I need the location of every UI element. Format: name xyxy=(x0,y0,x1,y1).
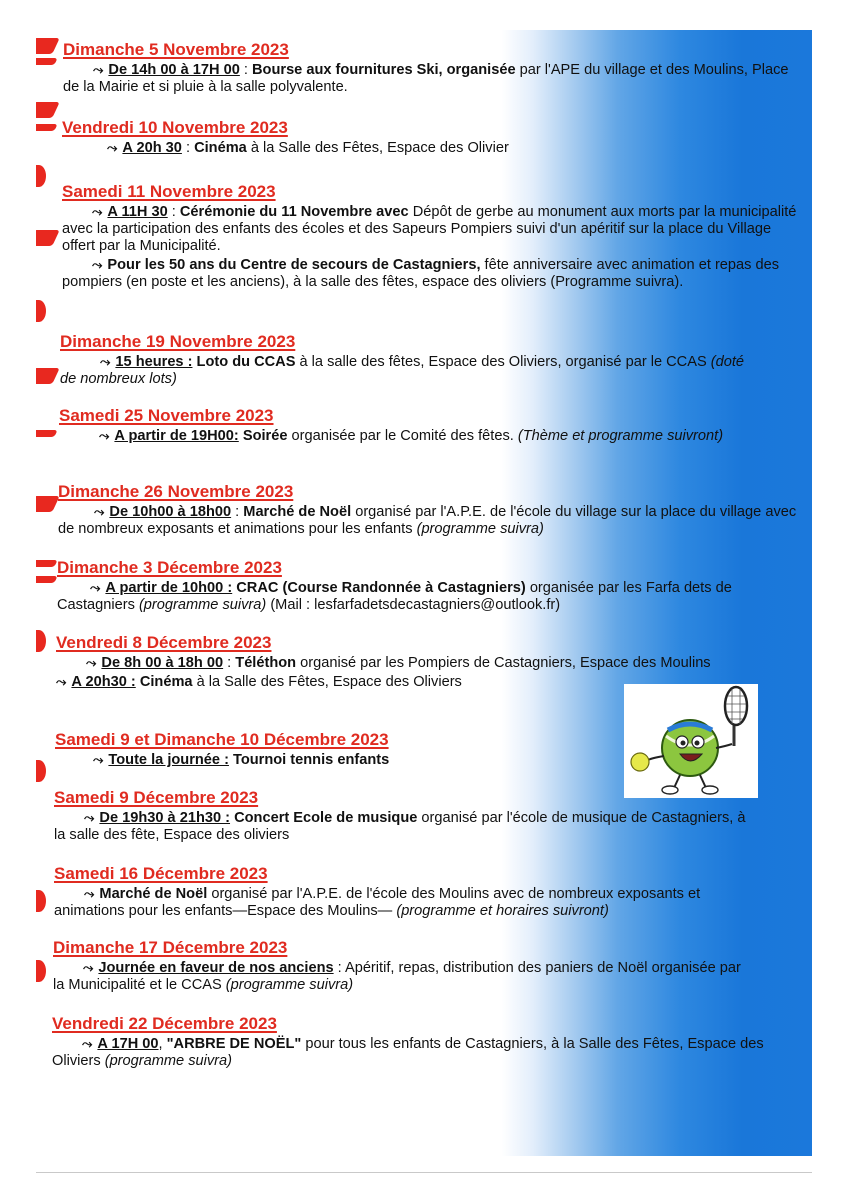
separator: : xyxy=(239,62,253,78)
event-details: organisé par l'A.P.E. de l'école des Moulins avec de nombreux exposants et animations pour les enfants—Espace des Moulins— xyxy=(54,886,701,919)
event-time: A partir de 10h00 : xyxy=(105,580,233,596)
event-date: Dimanche 5 Novembre 2023 xyxy=(63,40,289,59)
event-date: Vendredi 8 Décembre 2023 xyxy=(56,633,272,652)
event-details: organisé par l'A.P.E. de l'école du village sur la place du village avec de nombreux exposants et animations pour les enfants xyxy=(58,504,797,537)
event-details: à la Salle des Fêtes, Espace des Oliviers xyxy=(192,674,462,690)
event-date: Samedi 9 Décembre 2023 xyxy=(54,788,259,807)
arrow-bullet-icon: ⤳ xyxy=(86,655,96,670)
arrow-bullet-icon: ⤳ xyxy=(83,960,93,975)
event-date: Samedi 11 Novembre 2023 xyxy=(62,182,276,201)
event-note: (programme et horaires suivront) xyxy=(396,903,609,919)
event-details: fête anniversaire avec animation et repas des pompiers (en poste et les anciens), à la salle des fêtes, espace des oliviers (Programme suivra). xyxy=(62,257,780,290)
event-note: (Thème et programme suivront) xyxy=(517,428,724,444)
red-stroke-decoration xyxy=(36,368,60,384)
arrow-bullet-icon: ⤳ xyxy=(84,810,94,825)
event-item xyxy=(62,139,622,157)
event-date: Samedi 25 Novembre 2023 xyxy=(59,406,274,425)
red-stroke-decoration xyxy=(36,760,46,782)
event-item xyxy=(60,353,750,388)
event-title: Tournoi tennis enfants xyxy=(233,752,390,768)
event-title: Loto du CCAS xyxy=(196,354,296,370)
red-stroke-decoration xyxy=(36,890,46,912)
red-stroke-decoration xyxy=(36,960,46,982)
arrow-bullet-icon: ⤳ xyxy=(92,257,102,272)
event-item xyxy=(54,809,754,844)
event-details: à la Salle des Fêtes, Espace des Olivier xyxy=(246,140,509,156)
event-details: Apéritif, repas, distribution des paniers de Noël organisée par la Municipalité et le CCAS xyxy=(53,960,741,993)
event-date: Dimanche 26 Novembre 2023 xyxy=(58,482,294,501)
red-stroke-decoration xyxy=(36,38,60,54)
event-details: organisé par l'école de musique de Castagniers, à la salle des fête, Espace des oliviers xyxy=(54,810,746,843)
event-item xyxy=(53,959,753,994)
event-title: Cinéma xyxy=(139,674,193,690)
event-block xyxy=(58,482,797,538)
arrow-bullet-icon: ⤳ xyxy=(84,886,94,901)
red-stroke-decoration xyxy=(36,124,58,131)
event-time: 15 heures : xyxy=(115,354,193,370)
event-time: De 8h 00 à 18h 00 xyxy=(101,655,224,671)
event-date: Samedi 16 Décembre 2023 xyxy=(54,864,268,883)
event-date: Dimanche 3 Décembre 2023 xyxy=(57,558,282,577)
event-item xyxy=(56,673,576,691)
event-item xyxy=(58,503,798,538)
red-stroke-decoration xyxy=(36,630,46,652)
event-item xyxy=(59,427,749,445)
event-title: Téléthon xyxy=(235,655,297,671)
event-item xyxy=(54,885,774,920)
event-block xyxy=(62,118,792,157)
arrow-bullet-icon: ⤳ xyxy=(90,580,100,595)
event-time: A 11H 30 xyxy=(107,204,168,220)
event-block xyxy=(62,182,797,291)
event-details: organisée par les Farfa dets de Castagniers xyxy=(57,580,732,613)
event-item xyxy=(63,61,793,96)
event-title: Marché de Noël xyxy=(243,504,352,520)
event-block xyxy=(57,558,787,614)
event-title: Concert Ecole de musique xyxy=(234,810,418,826)
red-stroke-decoration xyxy=(36,165,46,187)
arrow-bullet-icon: ⤳ xyxy=(56,674,66,689)
arrow-bullet-icon: ⤳ xyxy=(107,140,117,155)
red-stroke-decoration xyxy=(36,560,58,567)
event-title: Marché de Noël xyxy=(99,886,208,902)
event-block xyxy=(54,864,784,920)
event-details: organisée par le Comité des fêtes. xyxy=(287,428,518,444)
red-stroke-decoration xyxy=(36,496,60,512)
event-details: à la salle des fêtes, Espace des Oliviers, organisé par le CCAS xyxy=(295,354,711,370)
separator: : xyxy=(167,204,180,220)
event-time: Toute la journée : xyxy=(108,752,229,768)
event-block xyxy=(59,406,789,445)
event-title: Cérémonie du 11 Novembre avec xyxy=(179,204,409,220)
red-stroke-decoration xyxy=(36,230,60,246)
event-title: Cinéma xyxy=(194,140,247,156)
event-block xyxy=(52,1014,782,1070)
flyer-page xyxy=(36,30,812,1156)
red-stroke-decoration xyxy=(36,58,58,65)
event-time: A partir de 19H00: xyxy=(114,428,239,444)
arrow-bullet-icon: ⤳ xyxy=(100,354,110,369)
event-title: Pour les 50 ans du Centre de secours de Castagniers, xyxy=(107,257,481,273)
arrow-bullet-icon: ⤳ xyxy=(99,428,109,443)
event-title: CRAC (Course Randonnée à Castagniers) xyxy=(236,580,526,596)
event-details: pour tous les enfants de Castagniers, à la Salle des Fêtes, Espace des Oliviers xyxy=(52,1036,764,1069)
event-block xyxy=(60,332,790,388)
event-item xyxy=(55,751,555,769)
red-stroke-decoration xyxy=(36,430,58,437)
arrow-bullet-icon: ⤳ xyxy=(94,504,104,519)
event-date: Dimanche 19 Novembre 2023 xyxy=(60,332,296,351)
red-stroke-decoration xyxy=(36,576,58,583)
event-time: De 19h30 à 21h30 : xyxy=(99,810,231,826)
event-contact: (Mail : lesfarfadetsdecastagniers@outlook.fr) xyxy=(266,597,561,613)
event-block xyxy=(53,938,783,994)
separator: , xyxy=(158,1036,167,1052)
event-time: Journée en faveur de nos anciens xyxy=(98,960,334,976)
arrow-bullet-icon: ⤳ xyxy=(82,1036,92,1051)
event-details: par l'APE du village et des Moulins, Place de la Mairie et si pluie à la salle polyvalente. xyxy=(63,62,789,95)
event-details: organisé par les Pompiers de Castagniers, Espace des Moulins xyxy=(296,655,711,671)
event-note: (programme suivra) xyxy=(104,1053,233,1069)
event-item xyxy=(62,203,807,255)
event-time: A 20h30 : xyxy=(71,674,136,690)
event-item xyxy=(56,654,756,672)
event-item xyxy=(57,579,777,614)
event-note: (programme suivra) xyxy=(416,521,544,537)
separator: : xyxy=(333,960,345,976)
red-stroke-decoration xyxy=(36,300,46,322)
arrow-bullet-icon: ⤳ xyxy=(93,62,103,77)
footer-divider xyxy=(36,1172,812,1173)
separator: : xyxy=(181,140,195,156)
event-date: Samedi 9 et Dimanche 10 Décembre 2023 xyxy=(55,730,389,749)
event-time: De 10h00 à 18h00 xyxy=(109,504,232,520)
event-title: Soirée xyxy=(242,428,288,444)
event-block xyxy=(63,40,793,96)
event-note: (programme suivra) xyxy=(138,597,267,613)
event-date: Vendredi 10 Novembre 2023 xyxy=(62,118,288,137)
event-time: A 20h 30 xyxy=(122,140,182,156)
event-item xyxy=(62,256,807,291)
event-block xyxy=(56,633,786,691)
event-time: De 14h 00 à 17H 00 xyxy=(108,62,240,78)
event-title: "ARBRE DE NOËL" xyxy=(166,1036,302,1052)
separator: : xyxy=(231,504,244,520)
event-date: Dimanche 17 Décembre 2023 xyxy=(53,938,288,957)
tennis-ball-mascot-icon xyxy=(624,684,758,798)
event-title: Bourse aux fournitures Ski, organisée xyxy=(252,62,516,78)
red-stroke-decoration xyxy=(36,102,60,118)
event-details: Dépôt de gerbe au monument aux morts par la municipalité avec la participation des enfants des écoles et des Sapeurs Pompiers suivi d'un apéritif sur la place du Village offert par la Municipalité. xyxy=(62,204,797,254)
event-note: (doté de nombreux lots) xyxy=(60,354,745,387)
arrow-bullet-icon: ⤳ xyxy=(93,752,103,767)
separator: : xyxy=(223,655,236,671)
event-note: (programme suivra) xyxy=(225,977,354,993)
arrow-bullet-icon: ⤳ xyxy=(92,204,102,219)
event-item xyxy=(52,1035,772,1070)
event-date: Vendredi 22 Décembre 2023 xyxy=(52,1014,277,1033)
event-time: A 17H 00 xyxy=(97,1036,159,1052)
